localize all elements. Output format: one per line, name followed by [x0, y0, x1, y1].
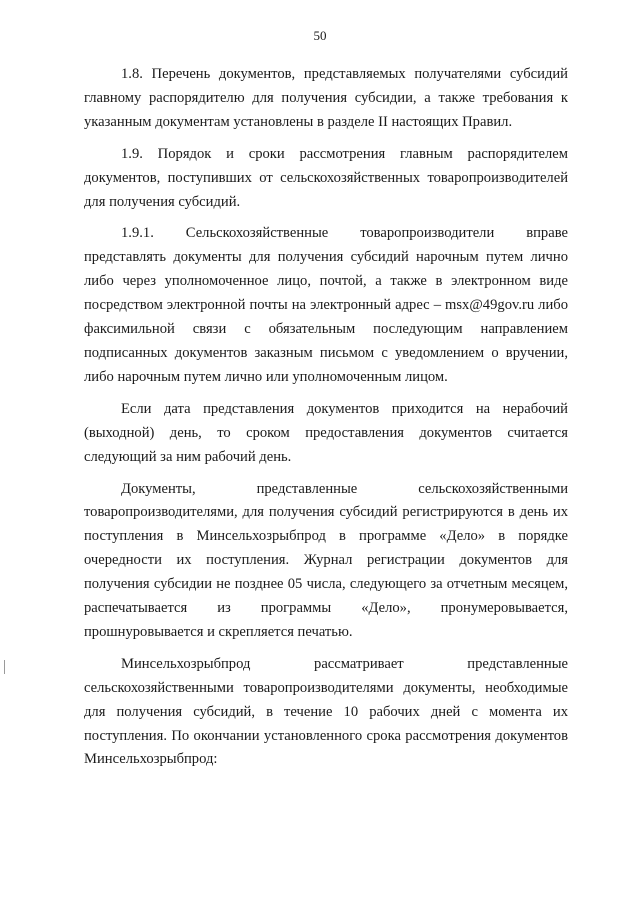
paragraph-1-9: 1.9. Порядок и сроки рассмотрения главным распорядителем документов, поступивших от сельскохозяйственных товаропроизводителей для получения субсидий.: [84, 145, 568, 210]
paragraph-review: Минсельхозрыбпрод рассматривает представленные сельскохозяйственными товаропроизводителями документы, необходимые для получения субсидий, в течение 10 рабочих дней с момента их поступления. По окончании установленного срока рассмотрения документов Минсельхозрыбпрод:: [84, 655, 568, 768]
paragraph-registration: Документы, представленные сельскохозяйственными товаропроизводителями, для получения субсидий регистрируются в день их поступления в Минсельхозрыбпрод в программе «Дело» в порядке очередности их поступления. Журнал регистрации документов для получения субсидии не позднее 05 числа, следующего за отчетным месяцем, распечатывается из программы «Дело», пронумеровывается, прошнуровывается и скрепляется печатью.: [84, 480, 568, 640]
page-number: 50: [313, 28, 327, 43]
paragraph-holiday-rule: Если дата представления документов приходится на нерабочий (выходной) день, то сроком предоставления документов считается следующий за ним рабочий день.: [84, 400, 568, 465]
document-body: [84, 63, 568, 780]
scan-margin-mark: [4, 660, 5, 674]
paragraph-1-8: 1.8. Перечень документов, представляемых получателями субсидий главному распорядителю для получения субсидии, а также требования к указанным документам установлены в разделе II настоящих Правил.: [84, 66, 568, 130]
paragraph-1-9-1: 1.9.1. Сельскохозяйственные товаропроизводители вправе представлять документы для получения субсидий нарочным путем лично либо через уполномоченное лицо, почтой, а также в электронном виде посредством электронной почты на электронный адрес – msx@49gov.ru либо факсимильной связи с обязательным последующим направлением подписанных документов заказным письмом с уведомлением о вручении, либо нарочным путем лично или уполномоченным лицом.: [84, 225, 568, 385]
